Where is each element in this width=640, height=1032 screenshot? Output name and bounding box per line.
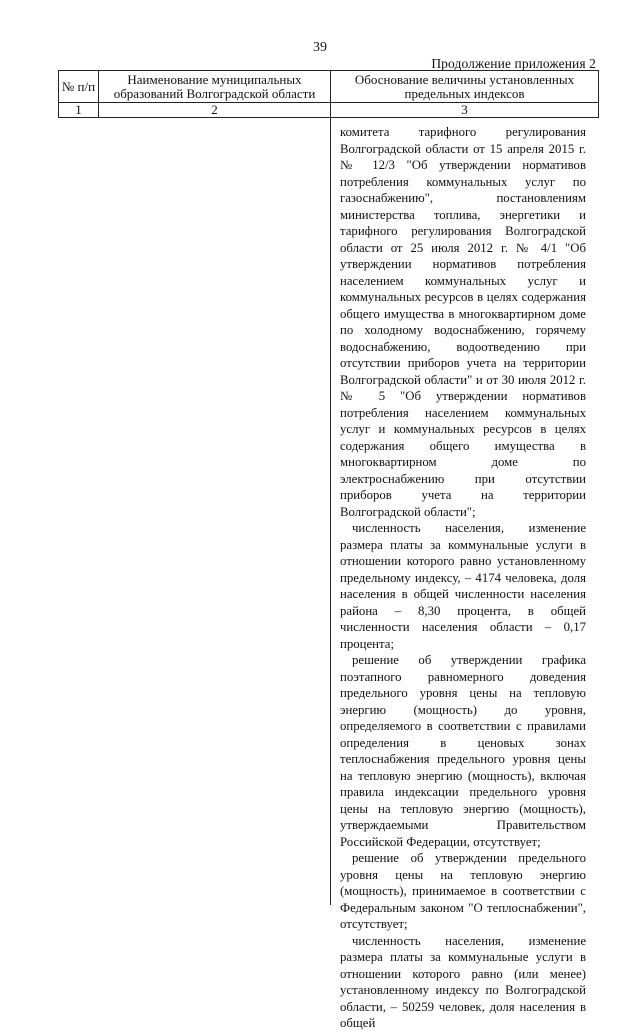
paragraph: комитета тарифного регулирования Волгоградской области от 15 апреля 2015 г. № 12/3 "Об утверждении нормативов потребления коммунальных услуг по газоснабжению", постановлениям министерства топлива, энергетики и тарифного регулирования Волгоградской области от 25 июля 2012 г. № 4/1 "Об утверждении нормативов потребления населением коммунальных услуг и коммунальных ресурсов в целях содержания общего имущества в многоквартирном доме по холодному водоснабжению, горячему водоснабжению, водоотведению при отсутствии приборов учета на территории Волгоградской области" и от 30 июля 2012 г. № 5 "Об утверждении нормативов потребления населением коммунальных услуг и коммунальных ресурсов в целях содержания общего имущества в многоквартирном доме по электроснабжению при отсутствии приборов учета на территории Волгоградской области"; [340, 125, 586, 519]
column-divider [330, 117, 331, 905]
paragraph: решение об утверждении графика поэтапного равномерного доведения предельного уровня цены на тепловую энергию (мощность) до уровня, определяемого в соответствии с правилами определения в ценовых зонах теплоснабжения предельного уровня цены на тепловую энергию (мощность), включая правила индексации предельного уровня цены на тепловую энергию (мощность), утверждаемыми Правительством Российской Федерации, отсутствует; [340, 653, 586, 849]
appendix-continuation-note: Продолжение приложения 2 [431, 56, 596, 71]
column-number-2: 2 [99, 103, 331, 118]
justification-text [340, 124, 586, 1032]
header-table [58, 70, 599, 118]
column-number-3: 3 [331, 103, 599, 118]
paragraph: численность населения, изменение размера платы за коммунальные услуги в отношении которого равно установленному предельному индексу, – 4174 человека, доля населения в общей численности населения района – 8,30 процента, в общей численности населения области – 0,17 процента; [340, 521, 586, 651]
header-row [59, 71, 599, 103]
header-municipality: Наименование муниципальных образований Волгоградской области [99, 71, 331, 103]
column-number-row [59, 103, 599, 118]
header-justification: Обоснование величины установленных предельных индексов [331, 71, 599, 103]
paragraph: численность населения, изменение размера платы за коммунальные услуги в отношении которого равно (или менее) установленному индексу по Волгоградской области, – 50259 человек, доля населения в общей [340, 933, 586, 1030]
paragraph: решение об утверждении предельного уровня цены на тепловую энергию (мощность), принимаемое в соответствии с Федеральным законом "О теплоснабжении", отсутствует; [340, 851, 586, 931]
header-number: № п/п [59, 71, 99, 103]
page-number: 39 [313, 40, 327, 55]
column-number-1: 1 [59, 103, 99, 118]
